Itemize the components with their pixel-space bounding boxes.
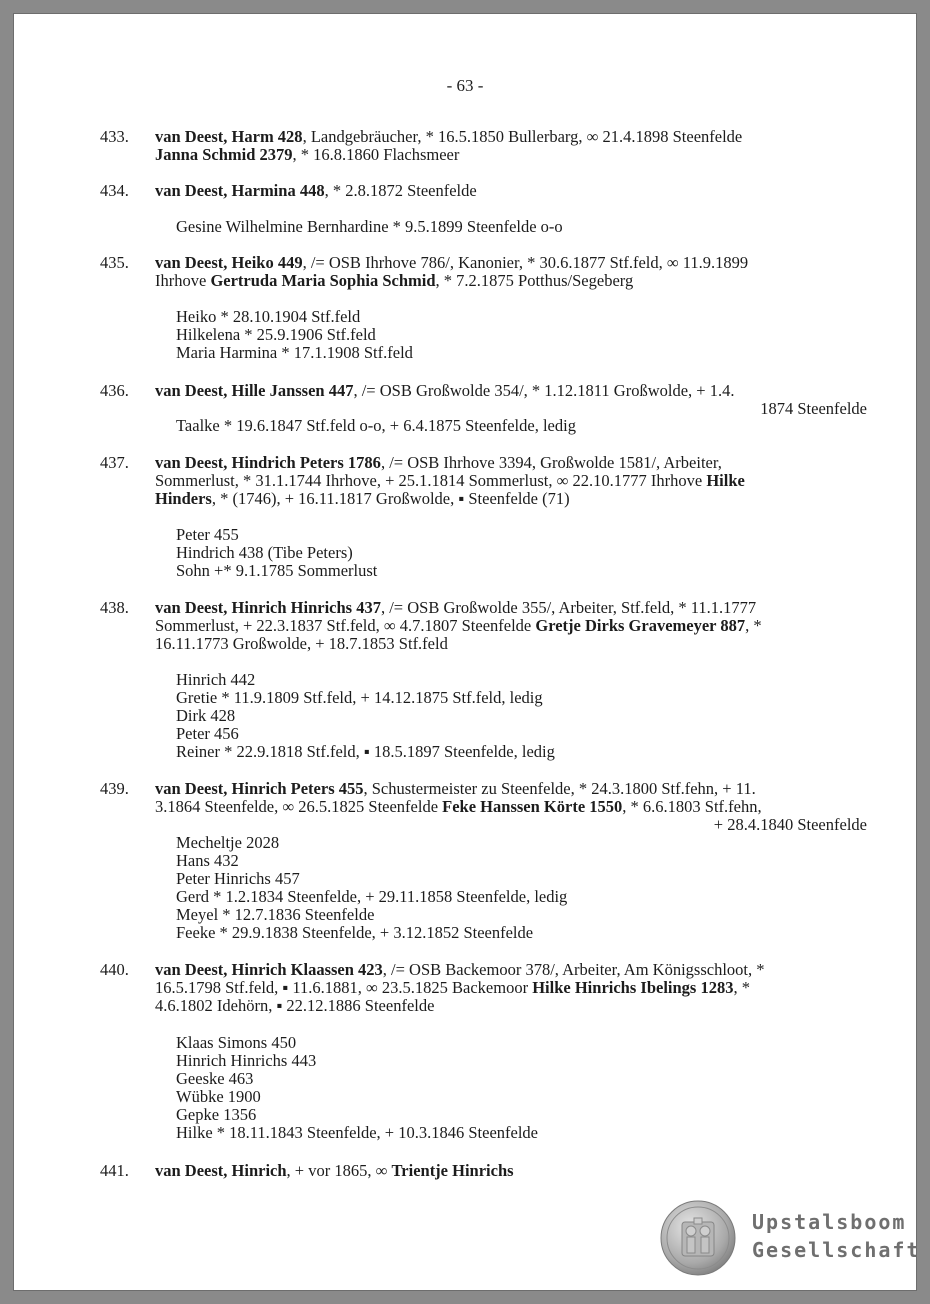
bold-name: van Deest, Harmina 448 xyxy=(155,181,325,200)
children-436 xyxy=(176,417,866,435)
entry-text: 16.5.1798 Stf.feld, ▪ 11.6.1881, ∞ 23.5.1825 Backemoor xyxy=(155,978,533,997)
entry-text: , * 6.6.1803 Stf.fehn, xyxy=(622,797,762,816)
child-line: Hinrich Hinrichs 443 xyxy=(176,1051,317,1070)
child-line: Gepke 1356 xyxy=(176,1105,257,1124)
bold-name: Janna Schmid 2379 xyxy=(155,145,293,164)
entry-text: , * 2.8.1872 Steenfelde xyxy=(324,181,477,200)
child-line: Gesine Wilhelmine Bernhardine * 9.5.1899 Steenfelde o-o xyxy=(176,217,563,236)
entry-text: 3.1864 Steenfelde, ∞ 26.5.1825 Steenfelde xyxy=(155,797,443,816)
child-line: Klaas Simons 450 xyxy=(176,1033,297,1052)
entry-text: , + vor 1865, ∞ xyxy=(286,1161,392,1180)
entry-line xyxy=(155,490,867,508)
bold-name: Hilke xyxy=(706,471,745,490)
entry-line xyxy=(155,997,867,1015)
entry-text: , * 16.8.1860 Flachsmeer xyxy=(292,145,460,164)
child-line: Peter Hinrichs 457 xyxy=(176,869,300,888)
child-line: Maria Harmina * 17.1.1908 Stf.feld xyxy=(176,343,413,362)
children-435 xyxy=(176,308,866,362)
entry-line xyxy=(155,617,867,635)
child-line: Taalke * 19.6.1847 Stf.feld o-o, + 6.4.1875 Steenfelde, ledig xyxy=(176,416,576,435)
entry-line xyxy=(155,599,867,617)
bold-name: Gretje Dirks Gravemeyer 887 xyxy=(535,616,746,635)
entry-text: , /= OSB Ihrhove 786/, Kanonier, * 30.6.1877 Stf.feld, ∞ 11.9.1899 xyxy=(302,253,749,272)
entry-text: 1874 Steenfelde xyxy=(760,399,867,418)
entry-number: 440. xyxy=(100,960,129,979)
seal-icon xyxy=(660,1200,736,1276)
entry-text: Ihrhove xyxy=(155,271,211,290)
entry-number: 436. xyxy=(100,381,129,400)
entry-text: , /= OSB Großwolde 354/, * 1.12.1811 Großwolde, + 1.4. xyxy=(353,381,735,400)
entry-line xyxy=(155,798,867,816)
child-line: Mecheltje 2028 xyxy=(176,833,280,852)
entry-line xyxy=(155,979,867,997)
entry-text: , /= OSB Backemoor 378/, Arbeiter, Am Königsschloot, * xyxy=(382,960,765,979)
entry-line xyxy=(155,635,867,653)
entry-line xyxy=(155,254,867,272)
entry-text: , Schustermeister zu Steenfelde, * 24.3.1800 Stf.fehn, + 11. xyxy=(363,779,756,798)
entry-text: + 28.4.1840 Steenfelde xyxy=(713,815,867,834)
entry-text: 16.11.1773 Großwolde, + 18.7.1853 Stf.feld xyxy=(155,634,448,653)
children-434 xyxy=(176,218,866,236)
child-line: Gretie * 11.9.1809 Stf.feld, + 14.12.1875 Stf.feld, ledig xyxy=(176,688,543,707)
entry-number: 435. xyxy=(100,253,129,272)
bold-name: van Deest, Hinrich Hinrichs 437 xyxy=(155,598,381,617)
entry-text: , * xyxy=(745,616,762,635)
entry-line xyxy=(155,816,867,834)
bold-name: Trientje Hinrichs xyxy=(391,1161,514,1180)
society-name xyxy=(752,1208,921,1264)
bold-name: Gertruda Maria Sophia Schmid xyxy=(210,271,436,290)
entry-line xyxy=(155,454,867,472)
child-line: Hilke * 18.11.1843 Steenfelde, + 10.3.1846 Steenfelde xyxy=(176,1123,538,1142)
child-line: Peter 455 xyxy=(176,525,239,544)
bold-name: van Deest, Hinrich xyxy=(155,1161,287,1180)
entry-number: 441. xyxy=(100,1161,129,1180)
entry-number: 438. xyxy=(100,598,129,617)
entry-line xyxy=(155,780,867,798)
entry-text: , /= OSB Großwolde 355/, Arbeiter, Stf.feld, * 11.1.1777 xyxy=(380,598,757,617)
entry-text: , * xyxy=(733,978,750,997)
entry-line xyxy=(155,1162,867,1180)
page-number: - 63 - xyxy=(446,76,484,95)
society-name-line1: Upstalsboom xyxy=(752,1210,907,1234)
bold-name: van Deest, Hinrich Peters 455 xyxy=(155,779,364,798)
child-line: Gerd * 1.2.1834 Steenfelde, + 29.11.1858 Steenfelde, ledig xyxy=(176,887,568,906)
child-line: Hilkelena * 25.9.1906 Stf.feld xyxy=(176,325,376,344)
society-name-line2: Gesellschaft xyxy=(752,1238,921,1262)
entry-text: , /= OSB Ihrhove 3394, Großwolde 1581/, Arbeiter, xyxy=(380,453,722,472)
entry-line xyxy=(155,128,867,146)
entry-text: , * 7.2.1875 Potthus/Segeberg xyxy=(435,271,634,290)
bold-name: Hinders xyxy=(155,489,212,508)
entry-line xyxy=(155,182,867,200)
child-line: Geeske 463 xyxy=(176,1069,254,1088)
entry-text: , Landgebräucher, * 16.5.1850 Bullerbarg, ∞ 21.4.1898 Steenfelde xyxy=(302,127,743,146)
child-line: Wübke 1900 xyxy=(176,1087,261,1106)
entry-line xyxy=(155,146,867,164)
bold-name: Feke Hanssen Körte 1550 xyxy=(442,797,623,816)
child-line: Heiko * 28.10.1904 Stf.feld xyxy=(176,307,361,326)
child-line: Feeke * 29.9.1838 Steenfelde, + 3.12.1852 Steenfelde xyxy=(176,923,534,942)
children-438 xyxy=(176,671,866,761)
entry-text: 4.6.1802 Idehörn, ▪ 22.12.1886 Steenfelde xyxy=(155,996,435,1015)
bold-name: van Deest, Hille Janssen 447 xyxy=(155,381,354,400)
child-line: Reiner * 22.9.1818 Stf.feld, ▪ 18.5.1897 Steenfelde, ledig xyxy=(176,742,555,761)
child-line: Hindrich 438 (Tibe Peters) xyxy=(176,543,353,562)
entry-text: Sommerlust, * 31.1.1744 Ihrhove, + 25.1.1814 Sommerlust, ∞ 22.10.1777 Ihrhove xyxy=(155,471,707,490)
entry-line xyxy=(155,382,867,400)
entry-text: Sommerlust, + 22.3.1837 Stf.feld, ∞ 4.7.1807 Steenfelde xyxy=(155,616,536,635)
bold-name: van Deest, Hindrich Peters 1786 xyxy=(155,453,381,472)
entry-number: 433. xyxy=(100,127,129,146)
entry-line xyxy=(155,961,867,979)
child-line: Dirk 428 xyxy=(176,706,236,725)
entry-number: 434. xyxy=(100,181,129,200)
child-line: Sohn +* 9.1.1785 Sommerlust xyxy=(176,561,378,580)
entry-number: 437. xyxy=(100,453,129,472)
document-page xyxy=(14,14,921,1290)
entry-number: 439. xyxy=(100,779,129,798)
children-439 xyxy=(176,834,866,942)
entry-line xyxy=(155,272,867,290)
bold-name: Hilke Hinrichs Ibelings 1283 xyxy=(532,978,734,997)
children-440 xyxy=(176,1034,866,1142)
entry-text: , * (1746), + 16.11.1817 Großwolde, ▪ Steenfelde (71) xyxy=(211,489,570,508)
child-line: Hinrich 442 xyxy=(176,670,256,689)
bold-name: van Deest, Heiko 449 xyxy=(155,253,303,272)
entry-line xyxy=(155,472,867,490)
bold-name: van Deest, Hinrich Klaassen 423 xyxy=(155,960,383,979)
child-line: Peter 456 xyxy=(176,724,239,743)
child-line: Hans 432 xyxy=(176,851,239,870)
child-line: Meyel * 12.7.1836 Steenfelde xyxy=(176,905,375,924)
society-logo xyxy=(660,1200,921,1278)
bold-name: van Deest, Harm 428 xyxy=(155,127,303,146)
children-437 xyxy=(176,526,866,580)
